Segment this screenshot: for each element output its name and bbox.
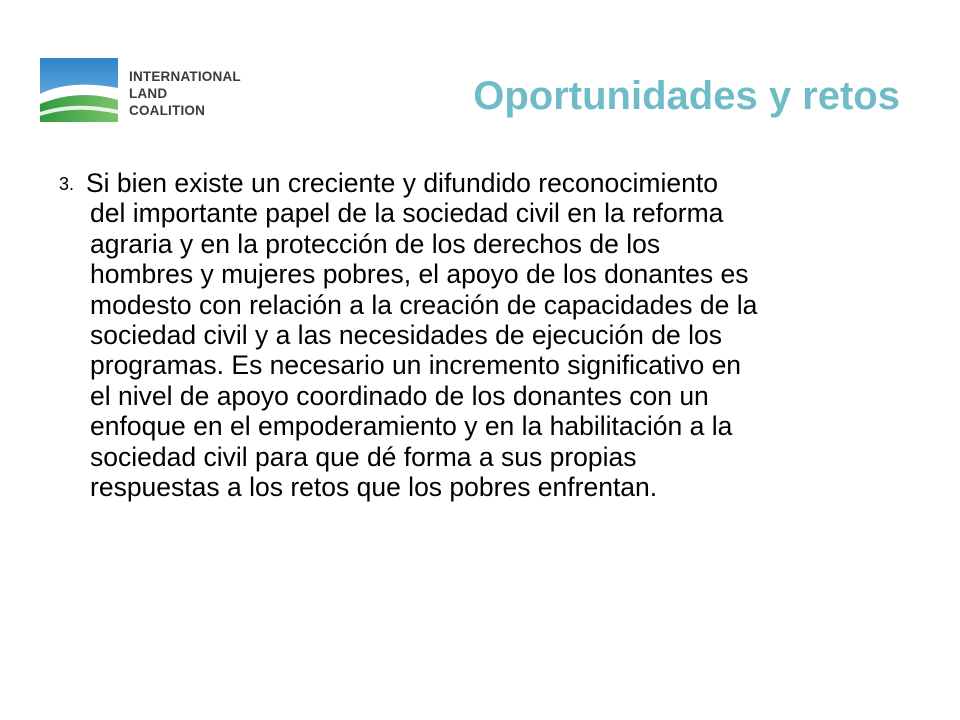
logo-landscape-icon [40, 58, 118, 122]
paragraph-line: enfoque en el empoderamiento y en la habilitación a la [90, 411, 733, 442]
item-number: 3. [59, 174, 75, 194]
paragraph-line: hombres y mujeres pobres, el apoyo de los donantes es [90, 259, 749, 290]
paragraph-line: programas. Es necesario un incremento significativo en [90, 350, 742, 381]
paragraph-line: agraria y en la protección de los derechos de los [90, 228, 661, 259]
paragraph-line: sociedad civil y a las necesidades de ejecución de los [90, 320, 722, 351]
logo-text-line-1: INTERNATIONAL [129, 69, 241, 84]
paragraph-line: Si bien existe un creciente y difundido reconocimiento [86, 168, 718, 198]
slide-title: Oportunidades y retos [473, 74, 900, 118]
paragraph-line: sociedad civil para que dé forma a sus propias [90, 441, 637, 472]
international-land-coalition-logo [40, 58, 250, 122]
logo-text-line-2: LAND [129, 86, 168, 101]
paragraph-line: del importante papel de la sociedad civil en la reforma [90, 198, 724, 229]
logo-text [129, 68, 241, 119]
paragraph-line: respuestas a los retos que los pobres enfrentan. [90, 472, 658, 503]
paragraph-line: el nivel de apoyo coordinado de los donantes con un [90, 380, 709, 411]
paragraph-lines [86, 168, 905, 503]
paragraph-line: modesto con relación a la creación de capacidades de la [90, 289, 758, 320]
numbered-paragraph [59, 168, 905, 503]
logo-text-line-3: COALITION [129, 103, 206, 118]
